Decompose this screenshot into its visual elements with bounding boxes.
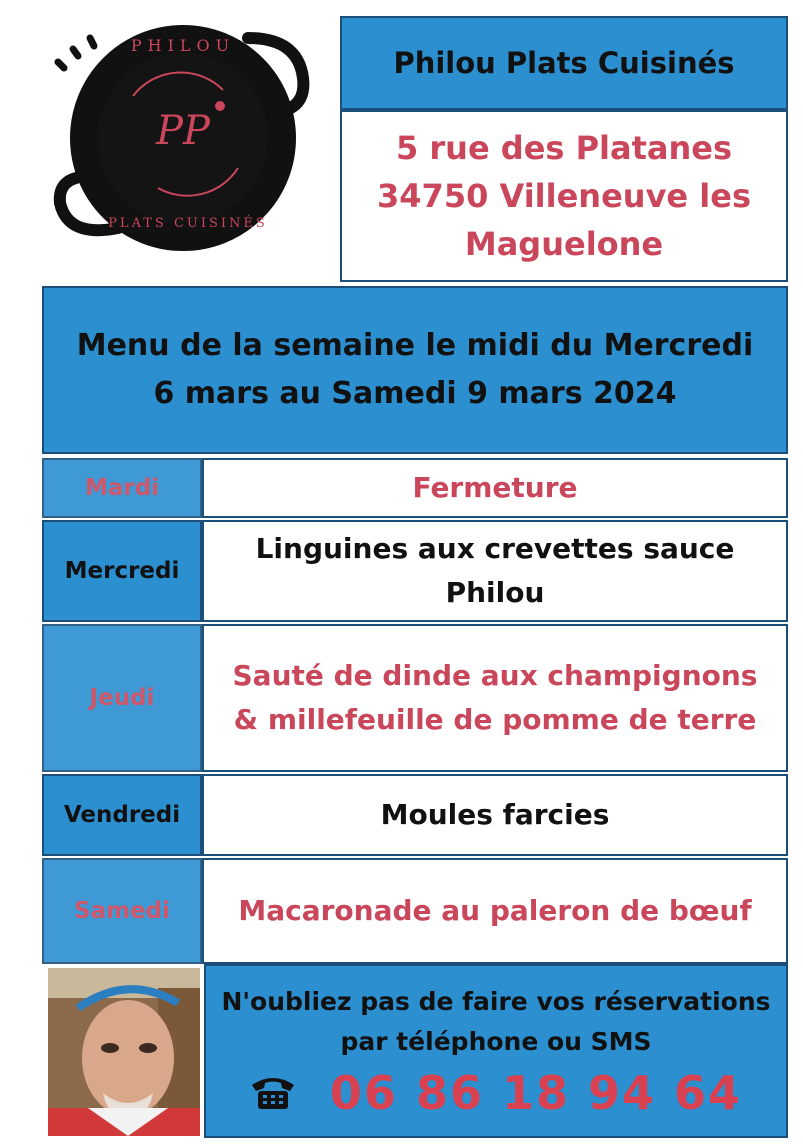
reservation-text: par téléphone ou SMS bbox=[340, 1027, 652, 1056]
day-name: Vendredi bbox=[63, 802, 181, 828]
dish-samedi bbox=[202, 858, 788, 964]
day-label-samedi bbox=[42, 858, 202, 964]
menu-title-line: 6 mars au Samedi 9 mars 2024 bbox=[153, 376, 677, 411]
address-box bbox=[340, 110, 788, 282]
address-line: Maguelone bbox=[464, 225, 664, 263]
dish-mardi bbox=[202, 458, 788, 518]
reservation-text: N'oubliez pas de faire vos réservations bbox=[221, 987, 771, 1016]
restaurant-name-box bbox=[340, 16, 788, 110]
dish-jeudi bbox=[202, 624, 788, 772]
reservation-box bbox=[204, 964, 788, 1138]
dish-vendredi bbox=[202, 774, 788, 856]
address-line: 34750 Villeneuve les bbox=[377, 177, 751, 215]
chef-photo bbox=[48, 968, 200, 1136]
dish-line: Sauté de dinde aux champignons bbox=[232, 659, 758, 692]
philou-logo bbox=[48, 18, 318, 258]
day-name: Mardi bbox=[84, 475, 160, 501]
logo-top-text: PHILOU bbox=[130, 36, 236, 55]
day-name: Jeudi bbox=[89, 685, 155, 711]
dish-mercredi bbox=[202, 520, 788, 622]
address-line: 5 rue des Platanes bbox=[395, 129, 733, 167]
phone-row bbox=[250, 1066, 742, 1120]
day-label-jeudi bbox=[42, 624, 202, 772]
dish-line: Philou bbox=[445, 576, 545, 609]
restaurant-name: Philou Plats Cuisinés bbox=[393, 46, 735, 80]
day-name: Samedi bbox=[74, 898, 170, 924]
day-label-mardi bbox=[42, 458, 202, 518]
menu-title-line: Menu de la semaine le midi du Mercredi bbox=[76, 328, 754, 363]
logo-monogram: PP bbox=[156, 108, 210, 154]
day-label-mercredi bbox=[42, 520, 202, 622]
telephone-icon bbox=[250, 1075, 296, 1111]
dish-line: Moules farcies bbox=[380, 798, 610, 831]
dish-line: & millefeuille de pomme de terre bbox=[233, 703, 757, 736]
menu-title-box bbox=[42, 286, 788, 454]
phone-number[interactable]: 06 86 18 94 64 bbox=[329, 1066, 743, 1120]
dish-line: Macaronade au paleron de bœuf bbox=[238, 894, 752, 927]
day-name: Mercredi bbox=[64, 558, 180, 584]
dish-line: Linguines aux crevettes sauce bbox=[255, 532, 735, 565]
day-label-vendredi bbox=[42, 774, 202, 856]
dish-line: Fermeture bbox=[412, 471, 578, 504]
logo-bottom-text: PLATS CUISINÉS bbox=[108, 216, 268, 231]
